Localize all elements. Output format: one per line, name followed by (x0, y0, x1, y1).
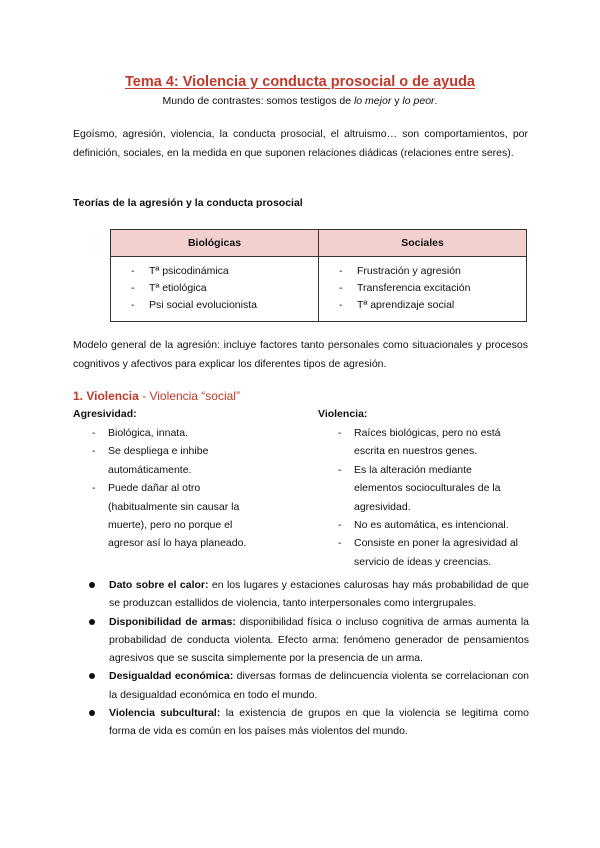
list-item: - Se despliega e inhibe automáticamente. (92, 442, 262, 479)
section-1-heading (73, 389, 240, 403)
list-item (89, 704, 529, 741)
theories-table (110, 229, 527, 322)
agresividad-list (92, 424, 262, 553)
factors-bullet-list (89, 576, 529, 741)
intro-paragraph: Egoísmo, agresión, violencia, la conducta prosocial, el altruismo… son comportamientos, por definición, sociales, en la medida en que suponen relaciones diádicas (relaciones entre seres). (73, 128, 528, 159)
page-subtitle (0, 95, 600, 107)
model-paragraph: Modelo general de la agresión: incluye factores tanto personales como situacionales y procesos cognitivos y afectivos para explicar los diferentes tipos de agresión. (73, 339, 528, 370)
page-title: Tema 4: Violencia y conducta prosocial o de ayuda (125, 74, 475, 90)
subtitle-suffix: . (434, 95, 438, 107)
list-item: - Transferencia excitación (319, 280, 526, 297)
sociales-cell (319, 257, 527, 322)
bullet-text: diversas formas de delincuencia violenta se correlacionan con la desigualdad económica en todo el mundo. (109, 670, 530, 701)
header-biologicas: Biológicas (111, 230, 319, 257)
section-1-title: 1. Violencia (73, 389, 139, 403)
bullet-label: Desigualdad económica: (109, 670, 234, 683)
bullet-label: Disponibilidad de armas: (109, 615, 236, 628)
biologicas-list (111, 263, 318, 315)
table-header-row (111, 230, 527, 257)
bullet-text: disponibilidad física o incluso cognitiva de armas aumenta la probabilidad de conducta violenta. Efecto arma: fenómeno generador de pensamientos agresivos que se suscita simplemente por la presencia de un arma. (109, 615, 529, 665)
biologicas-cell (111, 257, 319, 322)
list-item (89, 667, 529, 704)
list-item: - Consiste en poner la agresividad al servicio de ideas y creencias. (338, 534, 523, 571)
violencia-heading: Violencia: (318, 408, 368, 420)
subtitle-mid: y (391, 95, 403, 107)
subtitle-prefix: Mundo de contrastes: somos testigos de (162, 95, 354, 107)
subtitle-em-2: lo peor (402, 95, 435, 107)
list-item: - Tª aprendizaje social (319, 297, 526, 314)
bullet-label: Violencia subcultural: (109, 707, 221, 720)
bullet-label: Dato sobre el calor: (109, 579, 209, 591)
list-item (89, 613, 529, 668)
subtitle-em-1: lo mejor (353, 95, 392, 107)
list-item: - Frustración y agresión (319, 263, 526, 280)
list-item: - Es la alteración mediante elementos socioculturales de la agresividad. (338, 461, 523, 516)
violencia-list (338, 424, 523, 571)
sociales-list (319, 263, 526, 315)
list-item: - Tª etiológica (111, 280, 318, 297)
section-1-subtitle: - Violencia “social” (138, 389, 240, 403)
table-row (111, 257, 527, 322)
agresividad-heading: Agresividad: (73, 408, 137, 420)
list-item: - No es automática, es intencional. (338, 516, 523, 534)
header-sociales: Sociales (319, 230, 527, 257)
theories-heading: Teorías de la agresión y la conducta prosocial (73, 197, 303, 209)
list-item: - Tª psicodinámica (111, 263, 318, 280)
list-item: - Psi social evolucionista (111, 297, 318, 314)
bullet-text: en los lugares y estaciones calurosas hay más probabilidad de que se produzcan estallidos de violencia, tanto interpersonales como intergrupales. (109, 579, 529, 610)
bullet-text: la existencia de grupos en que la violencia se legitima como forma de vida es común en los países más violentos del mundo. (109, 707, 529, 738)
list-item: - Puede dañar al otro (habitualmente sin causar la muerte), pero no porque el agresor así lo haya planeado. (92, 479, 262, 553)
list-item: - Raíces biológicas, pero no está escrita en nuestros genes. (338, 424, 523, 461)
list-item (89, 576, 529, 613)
list-item: - Biológica, innata. (92, 424, 262, 442)
